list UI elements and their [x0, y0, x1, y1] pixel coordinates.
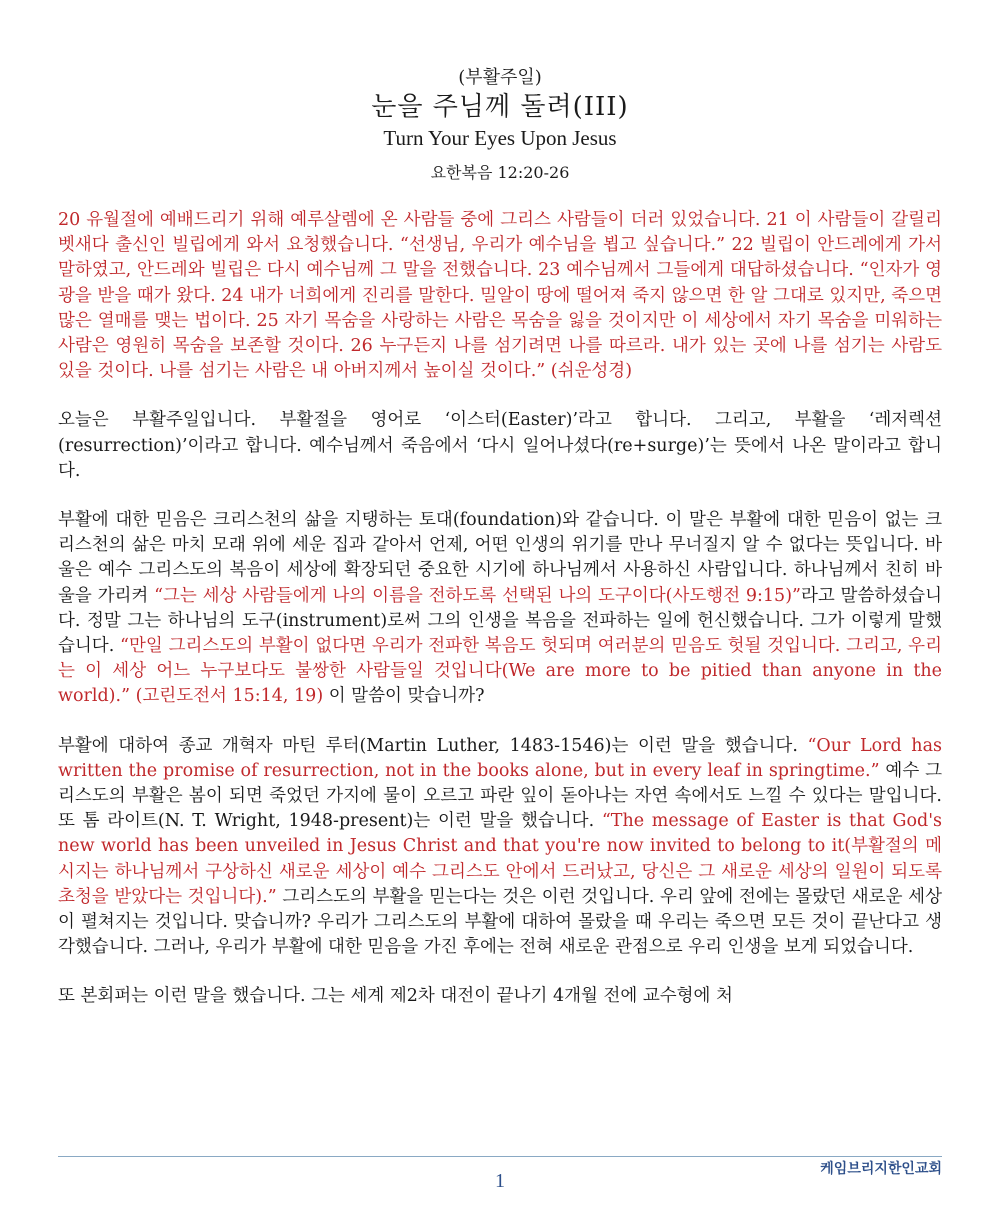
text-span: 예수 그리스도의 부활은 봄이 되면 죽었던 가지에 물이 오르고 파란 잎이 돋아나는 자연 속에서도 느낄 수 있다는 말입니다. 또 톰 라이트(N. T. Wright, 1948-present)는 이런 말을 했습니다.: [58, 760, 943, 832]
scripture-reference: 요한복음 12:20-26: [430, 163, 570, 182]
quote-span: “그는 세상 사람들에게 나의 이름을 전하도록 선택된 나의 도구이다(사도행전 9:15)”: [154, 585, 801, 606]
text-span: 부활에 대한 믿음은 크리스천의 삶을 지탱하는 토대(foundation)와 같습니다. 이 말은 부활에 대한 믿음이 없는 크리스천의 삶은 마치 모래 위에 세운 집과 같아서 언제, 어떤 인생의 위기를 만나 무너질지 알 수 없다는 뜻입니다. 바울은 예수 그리스도의 복음이 세상에 확장되던 중요한 시기에 하나님께서 사용하신 사람입니다. 하나님께서 친히 바울을 가리켜: [58, 510, 942, 606]
quote-span: “The message of Easter is that God's new world has been unveiled in Jesus Christ and that you're now invited to belong to it(부활절의 메시지는 하나님께서 구상하신 새로운 세상이 예수 그리스도 안에서 드러났고, 당신은 그 새로운 세상의 일원이 되도록 초청을 받았다는 것입니다).”: [58, 811, 942, 907]
text-span: 부활에 대하여 종교 개혁자 마틴 루터(Martin Luther, 1483-1546)는 이런 말을 했습니다.: [58, 735, 808, 756]
page-number: 1: [495, 1170, 505, 1192]
sermon-english-title: Turn Your Eyes Upon Jesus: [383, 126, 617, 150]
text-span: 그리스도의 부활을 믿는다는 것은 이런 것입니다. 우리 앞에 전에는 몰랐던 새로운 세상이 펼쳐지는 것입니다. 맞습니까? 우리가 그리스도의 부활에 대하여 몰랐을 때 우리는 죽으면 모든 것이 끝난다고 생각했습니다. 그러나, 우리가 부활에 대한 믿음을 가진 후에는 전혀 새로운 관점으로 우리 인생을 보게 되었습니다.: [58, 886, 942, 958]
text-span: 라고 말씀하셨습니다. 정말 그는 하나님의 도구(instrument)로써 그의 인생을 복음을 전파하는 일에 헌신했습니다. 그가 이렇게 말했습니다.: [58, 585, 942, 657]
sermon-title: 눈을 주님께 돌려(III): [371, 92, 629, 122]
body-paragraph: [58, 984, 942, 1009]
text-span: 또 본회퍼는 이런 말을 했습니다. 그는 세계 제2차 대전이 끝나기 4개월 전에 교수형에 처: [58, 986, 733, 1007]
body-paragraph: [58, 508, 942, 710]
quote-span: “Our Lord has written the promise of resurrection, not in the books alone, but in every leaf in springtime.”: [58, 735, 942, 781]
text-span: 이 말씀이 맞습니까?: [323, 686, 485, 707]
sermon-body: [58, 208, 942, 1034]
occasion-label: (부활주일): [458, 67, 542, 88]
body-paragraph: [58, 734, 942, 961]
footer-divider: [58, 1156, 942, 1157]
text-span: 오늘은 부활주일입니다. 부활절을 영어로 ‘이스터(Easter)’라고 합니다. 그리고, 부활을 ‘레저렉션(resurrection)’이라고 합니다. 예수님께서 죽음에서 ‘다시 일어나셨다(re+surge)’는 뜻에서 나온 말이라고 합니다.: [58, 410, 942, 481]
church-name: 케임브리지한인교회: [820, 1161, 942, 1177]
scripture-paragraph: [58, 208, 942, 384]
quote-span: “만일 그리스도의 부활이 없다면 우리가 전파한 복음도 헛되며 여러분의 믿음도 헛될 것입니다. 그리고, 우리는 이 세상 어느 누구보다도 불쌍한 사람들일 것입니다(We are more to be pitied than anyone in the world).” (고린도전서 15:14, 19): [58, 636, 942, 707]
text-span: 20 유월절에 예배드리기 위해 예루살렘에 온 사람들 중에 그리스 사람들이 더러 있었습니다. 21 이 사람들이 갈릴리 벳새다 출신인 빌립에게 와서 요청했습니다. “선생님, 우리가 예수님을 뵙고 싶습니다.” 22 빌립이 안드레에게 가서 말하였고, 안드레와 빌립은 다시 예수님께 그 말을 전했습니다. 23 예수님께서 그들에게 대답하셨습니다. “인자가 영광을 받을 때가 왔다. 24 내가 너희에게 진리를 말한다. 밀알이 땅에 떨어져 죽지 않으면 한 알 그대로 있지만, 죽으면 많은 열매를 맺는 법이다. 25 자기 목숨을 사랑하는 사람은 목숨을 잃을 것이지만 이 세상에서 자기 목숨을 미워하는 사람은 영원히 목숨을 보존할 것이다. 26 누구든지 나를 섬기려면 나를 따르라. 내가 있는 곳에 나를 섬기는 사람도 있을 것이다. 나를 섬기는 사람은 내 아버지께서 높이실 것이다.” (쉬운성경): [58, 210, 942, 382]
body-paragraph: [58, 408, 942, 484]
page-header: [0, 66, 1000, 186]
